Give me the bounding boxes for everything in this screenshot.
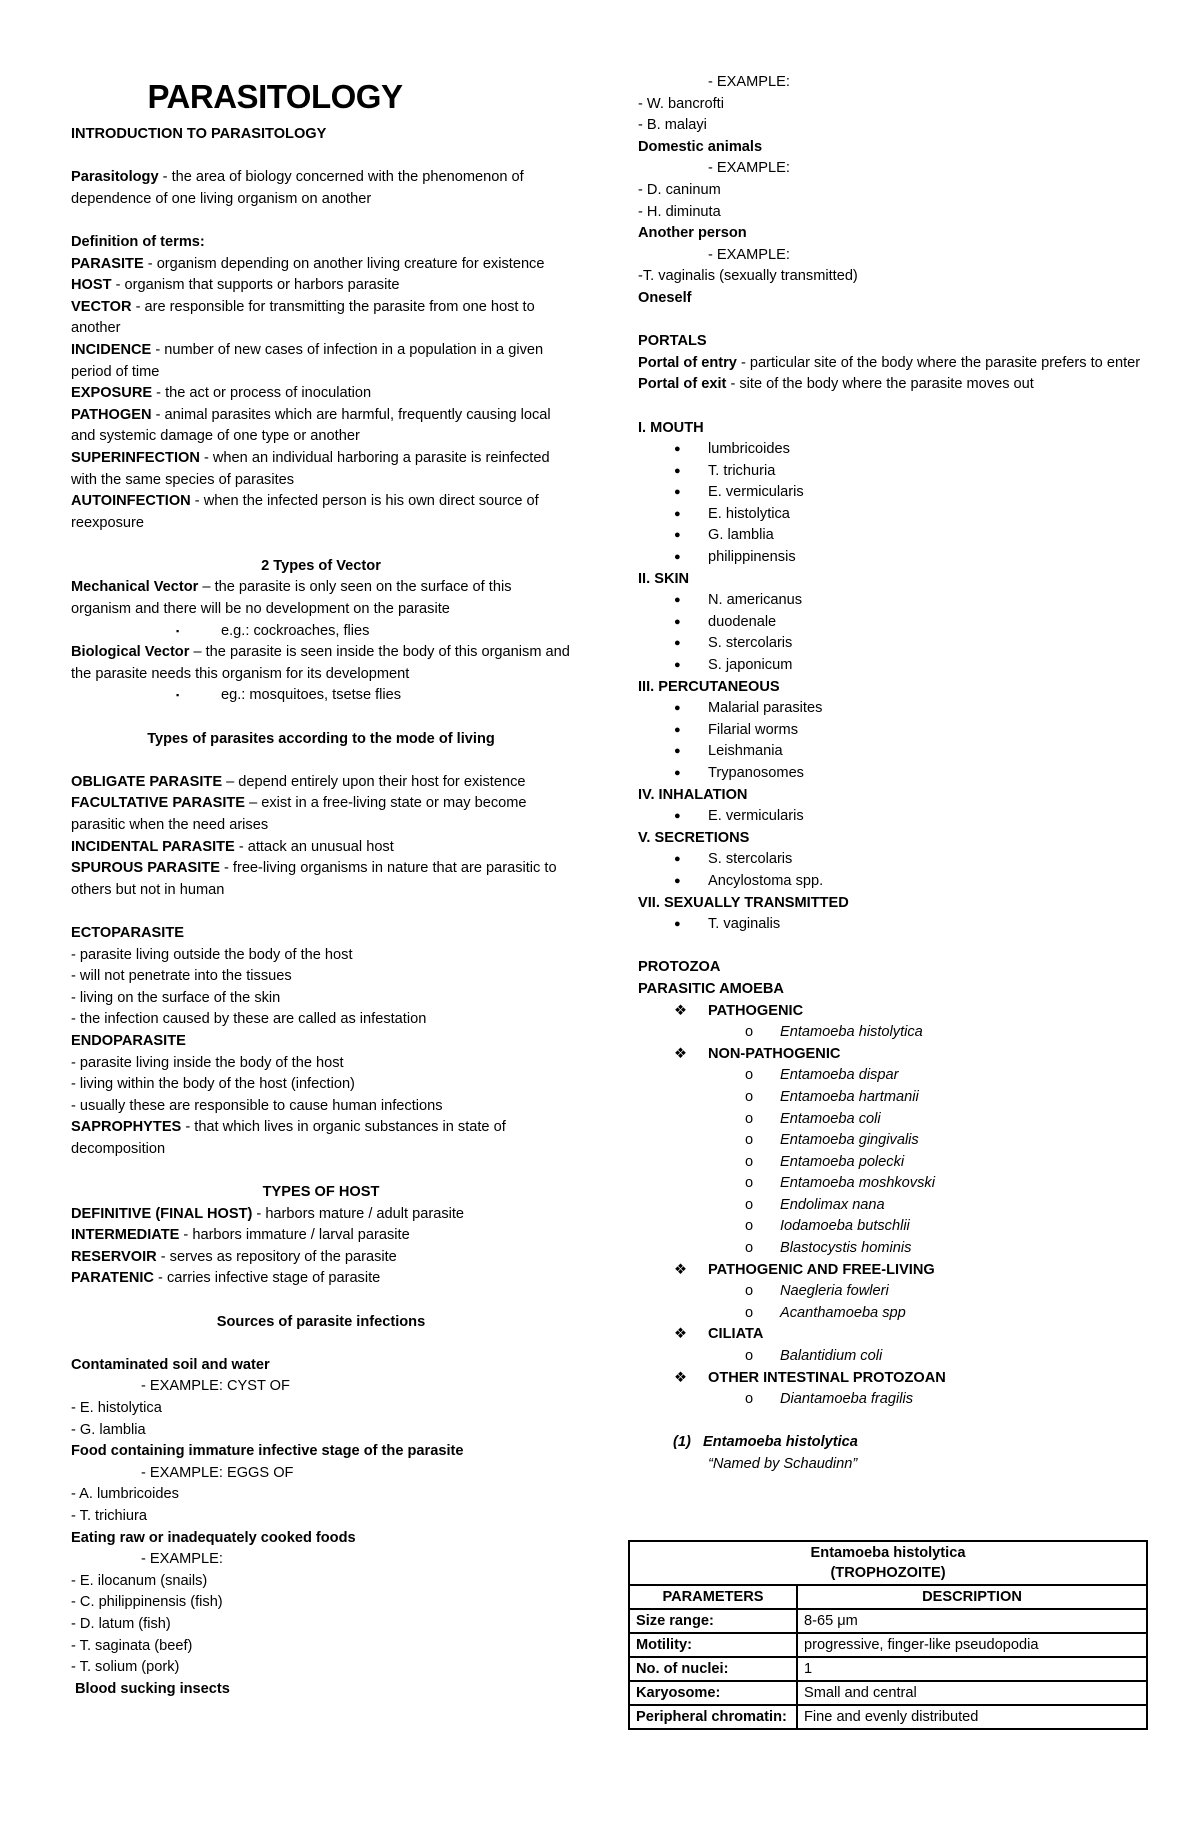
portal-item [638, 633, 1158, 655]
food-list [71, 1484, 571, 1527]
diamond-icon: ❖ [674, 1002, 688, 1019]
table-param: Karyosome: [629, 1681, 797, 1705]
term-definition [71, 383, 571, 405]
term-definition [71, 837, 571, 859]
bullet-icon: ● [674, 637, 681, 650]
ecto-heading: ECTOPARASITE [71, 924, 184, 941]
portal-item-text: T. vaginalis [708, 916, 781, 933]
mechanical-vector: Mechanical Vector – the parasite is only seen on the surface of this organism and there will be no development on the parasite [71, 579, 512, 618]
portal-item [638, 720, 1158, 742]
blood-list [638, 94, 1158, 137]
list-item: - D. latum (fish) [71, 1615, 171, 1632]
protozoa-heading: PROTOZOA [638, 959, 721, 976]
term-text: - serves as repository of the parasite [156, 1248, 397, 1265]
list-item: - usually these are responsible to cause human infections [71, 1097, 443, 1114]
domestic-heading: Domestic animals [638, 138, 763, 155]
term-definition [71, 340, 571, 383]
table-header-parameters: PARAMETERS [629, 1585, 797, 1609]
domestic-example: - EXAMPLE: [708, 160, 790, 177]
portal-item [638, 612, 1158, 634]
circle-icon: o [745, 1348, 754, 1365]
portal-group-heading: II. SKIN [638, 570, 690, 587]
trophozoite-table [628, 1540, 1148, 1730]
amoeba-item [638, 1281, 1158, 1303]
bullet-icon: ● [674, 443, 681, 456]
amoeba-group-heading [638, 1324, 1158, 1346]
bullet-icon: ● [674, 529, 681, 542]
amoeba-item-text: Naegleria fowleri [780, 1283, 889, 1300]
portal-item [638, 763, 1158, 785]
bullet-icon: ● [674, 594, 681, 607]
circle-icon: o [745, 1067, 754, 1084]
bullet-icon: ● [674, 745, 681, 758]
term-text: - harbors immature / larval parasite [179, 1227, 410, 1244]
term-text: - number of new cases of infection in a population in a given period of time [71, 341, 544, 380]
term-label: VECTOR [71, 298, 132, 315]
bullet-icon: ● [674, 918, 681, 931]
numbered-subtitle: “Named by Schaudinn” [708, 1456, 858, 1472]
bullet-icon: ● [674, 767, 681, 779]
portal-group-heading: III. PERCUTANEOUS [638, 678, 780, 695]
list-item: - C. philippinensis (fish) [71, 1594, 223, 1611]
ecto-list [71, 945, 571, 1031]
blood-example: - EXAMPLE: [708, 74, 790, 90]
portal-item-text: N. americanus [708, 592, 803, 609]
table-param: Motility: [629, 1633, 797, 1657]
portal-item-text: T. trichuria [708, 462, 776, 479]
term-definition [71, 448, 571, 491]
parasitology-definition: Parasitology - the area of biology concerned with the phenomenon of dependence of one living organism on another [71, 169, 524, 207]
term-label: DEFINITIVE (FINAL HOST) [71, 1205, 253, 1222]
amoeba-item-text: Diantamoeba fragilis [780, 1391, 914, 1408]
bullet-icon: ● [674, 486, 681, 499]
term-label: HOST [71, 277, 112, 294]
types-heading: Types of parasites according to the mode of living [147, 730, 495, 747]
term-text: - when the infected person is his own direct source of reexposure [71, 493, 539, 531]
portal-item-text: Filarial worms [708, 721, 798, 738]
definitions-heading: Definition of terms: [71, 233, 205, 250]
table-desc: Fine and evenly distributed [797, 1705, 1147, 1729]
term-label: EXPOSURE [71, 385, 153, 402]
circle-icon: o [745, 1153, 754, 1170]
term-definition [71, 858, 571, 901]
portal-item [638, 547, 1158, 569]
portal-item [638, 871, 1158, 893]
portal-item [638, 461, 1158, 483]
portal-item-text: E. histolytica [708, 505, 790, 522]
circle-icon: o [745, 1196, 754, 1213]
term-text: - organism that supports or harbors parasite [111, 277, 400, 294]
amoeba-item [638, 1389, 1158, 1411]
portal-item-text: Leishmania [708, 743, 783, 760]
term-definition [71, 793, 571, 836]
diamond-icon: ❖ [674, 1045, 688, 1062]
table-title: Entamoeba histolytica (TROPHOZOITE) [629, 1541, 1147, 1585]
portal-group-heading: V. SECRETIONS [638, 829, 750, 846]
hosts-list [71, 1204, 571, 1290]
table-param: Size range: [629, 1609, 797, 1633]
list-item: - T. solium (pork) [71, 1659, 180, 1676]
term-label: PATHOGEN [71, 406, 152, 423]
portal-item-text: Trypanosomes [708, 765, 804, 781]
bullet-icon: ● [674, 464, 681, 477]
food-example: - EXAMPLE: EGGS OF [141, 1464, 294, 1481]
portal-item-text: S. stercolaris [708, 635, 793, 652]
amoeba-heading: PARASITIC AMOEBA [638, 980, 784, 997]
term-text: - carries infective stage of parasite [153, 1270, 381, 1287]
term-text: – depend entirely upon their host for existence [222, 773, 526, 790]
list-item: - the infection caused by these are called as infestation [71, 1011, 427, 1028]
amoeba-item-text: Balantidium coli [780, 1348, 883, 1365]
portal-item-text: S. stercolaris [708, 851, 793, 868]
amoeba-group-label: PATHOGENIC [708, 1002, 804, 1019]
portal-item [638, 439, 1158, 461]
intro-heading: INTRODUCTION TO PARASITOLOGY [71, 126, 327, 142]
circle-icon: o [745, 1110, 754, 1127]
portal-item-text: S. japonicum [708, 657, 793, 674]
portals-heading: PORTALS [638, 333, 707, 350]
amoeba-group-label: NON-PATHOGENIC [708, 1045, 841, 1062]
amoeba-groups [638, 1001, 1158, 1411]
amoeba-item-text: Blastocystis hominis [780, 1240, 912, 1257]
bullet-icon: ● [674, 551, 681, 564]
vector-heading: 2 Types of Vector [261, 557, 381, 574]
circle-icon: o [745, 1218, 754, 1235]
soil-example: - EXAMPLE: CYST OF [141, 1378, 290, 1395]
amoeba-item-text: Entamoeba dispar [780, 1067, 899, 1084]
table-param: Peripheral chromatin: [629, 1705, 797, 1729]
term-definition [71, 405, 571, 448]
person-example: - EXAMPLE: [708, 246, 790, 263]
portal-group-heading: VII. SEXUALLY TRANSMITTED [638, 894, 849, 911]
amoeba-item [638, 1130, 1158, 1152]
bullet-icon: ● [674, 723, 681, 736]
portal-item [638, 741, 1158, 763]
saprophytes: SAPROPHYTES - that which lives in organic substances in state of decomposition [71, 1119, 506, 1157]
amoeba-item-text: Entamoeba hartmanii [780, 1088, 919, 1105]
circle-icon: o [745, 1391, 754, 1408]
numbered-heading: (1) Entamoeba histolytica [673, 1434, 858, 1451]
endo-heading: ENDOPARASITE [71, 1032, 186, 1049]
portal-groups [638, 418, 1158, 936]
list-item: - will not penetrate into the tissues [71, 968, 292, 985]
amoeba-item [638, 1195, 1158, 1217]
bullet-icon: ● [674, 874, 681, 887]
term-label: AUTOINFECTION [71, 493, 191, 510]
table-desc: Small and central [797, 1681, 1147, 1705]
portal-item [638, 482, 1158, 504]
list-item: - T. trichiura [71, 1508, 147, 1524]
bullet-icon: ● [674, 615, 681, 628]
amoeba-group-heading [638, 1044, 1158, 1066]
bullet-icon: ● [674, 810, 681, 823]
list-item: - A. lumbricoides [71, 1486, 179, 1503]
portal-item-text: Malarial parasites [708, 700, 823, 717]
term-definition [71, 1268, 571, 1290]
right-column [638, 72, 1158, 1476]
blood-heading: Blood sucking insects [75, 1680, 230, 1697]
amoeba-group-label: CILIATA [708, 1326, 764, 1343]
mechanical-example: ▪ e.g.: cockroaches, flies [176, 622, 370, 639]
list-item: - G. lamblia [71, 1421, 146, 1438]
table-row [629, 1633, 1147, 1657]
portal-item [638, 914, 1158, 936]
list-item: - living within the body of the host (infection) [71, 1076, 355, 1093]
list-item: - E. ilocanum (snails) [71, 1572, 208, 1589]
portal-item-text: philippinensis [708, 549, 796, 566]
term-text: - harbors mature / adult parasite [252, 1205, 465, 1222]
portal-group-heading: I. MOUTH [638, 419, 704, 436]
list-item: - parasite living outside the body of the host [71, 946, 353, 963]
table-row [629, 1705, 1147, 1729]
amoeba-item [638, 1173, 1158, 1195]
amoeba-group-label: OTHER INTESTINAL PROTOZOAN [708, 1369, 946, 1386]
circle-icon: o [745, 1175, 754, 1192]
portal-exit: Portal of exit - site of the body where the parasite moves out [638, 376, 1034, 393]
term-definition [71, 275, 571, 297]
term-text: - free-living organisms in nature that are parasitic to others but not in human [71, 860, 557, 898]
portal-item [638, 504, 1158, 526]
term-definition [71, 1225, 571, 1247]
term-definition [71, 1247, 571, 1269]
table-desc: 1 [797, 1657, 1147, 1681]
term-label: INTERMEDIATE [71, 1227, 180, 1244]
term-text: - the act or process of inoculation [152, 385, 372, 402]
domestic-list [638, 180, 1158, 223]
portal-group-heading: IV. INHALATION [638, 786, 748, 803]
diamond-icon: ❖ [674, 1261, 688, 1278]
table-param: No. of nuclei: [629, 1657, 797, 1681]
amoeba-item [638, 1109, 1158, 1131]
list-item: - living on the surface of the skin [71, 989, 281, 1006]
sources-heading: Sources of parasite infections [216, 1313, 426, 1330]
portal-item [638, 849, 1158, 871]
term-text: – exist in a free-living state or may become parasitic when the need arises [71, 795, 527, 833]
term-text: - animal parasites which are harmful, frequently causing local and systemic damage of one type or another [71, 406, 551, 445]
list-item: - W. bancrofti [638, 95, 724, 112]
portal-item-text: duodenale [708, 613, 777, 630]
page-title: PARASITOLOGY [147, 78, 403, 115]
list-item: - D. caninum [638, 181, 721, 198]
diamond-icon: ❖ [674, 1326, 688, 1343]
term-label: PARASITE [71, 255, 144, 272]
term-label: RESERVOIR [71, 1248, 157, 1265]
term-label: PARATENIC [71, 1270, 154, 1287]
term-text: - are responsible for transmitting the parasite from one host to another [71, 298, 535, 337]
portal-item-text: lumbricoides [708, 441, 790, 458]
raw-list [71, 1571, 571, 1679]
portal-item-text: E. vermicularis [708, 808, 804, 825]
amoeba-item [638, 1087, 1158, 1109]
term-text: - attack an unusual host [234, 838, 394, 855]
list-item: - B. malayi [638, 117, 707, 134]
amoeba-item-text: Entamoeba gingivalis [780, 1132, 919, 1149]
amoeba-group-heading [638, 1001, 1158, 1023]
amoeba-item-text: Acanthamoeba spp [780, 1304, 906, 1321]
list-item: -T. vaginalis (sexually transmitted) [638, 268, 858, 285]
portal-item [638, 806, 1158, 828]
amoeba-item [638, 1238, 1158, 1260]
bullet-icon: ● [674, 853, 681, 866]
diamond-icon: ❖ [674, 1369, 688, 1386]
amoeba-item [638, 1303, 1158, 1325]
amoeba-group-heading [638, 1260, 1158, 1282]
table-header-description: DESCRIPTION [797, 1585, 1147, 1609]
soil-list [71, 1398, 571, 1441]
amoeba-item-text: Endolimax nana [780, 1196, 885, 1213]
table-row [629, 1609, 1147, 1633]
amoeba-item-text: Entamoeba moshkovski [780, 1175, 935, 1192]
term-label: OBLIGATE PARASITE [71, 773, 223, 790]
circle-icon: o [745, 1132, 754, 1149]
amoeba-item-text: Iodamoeba butschlii [780, 1218, 910, 1235]
amoeba-item-text: Entamoeba histolytica [780, 1024, 923, 1041]
raw-example: - EXAMPLE: [141, 1551, 223, 1568]
term-label: SUPERINFECTION [71, 449, 200, 466]
term-label: INCIDENTAL PARASITE [71, 838, 235, 855]
biological-example: ▪ eg.: mosquitoes, tsetse flies [176, 687, 402, 704]
term-text: - organism depending on another living creature for existence [143, 255, 545, 272]
table-row [629, 1657, 1147, 1681]
portal-item [638, 525, 1158, 547]
portal-item-text: E. vermicularis [708, 484, 804, 501]
portal-item-text: G. lamblia [708, 527, 774, 544]
amoeba-item [638, 1065, 1158, 1087]
table-desc: 8-65 μm [797, 1609, 1147, 1633]
raw-heading: Eating raw or inadequately cooked foods [71, 1529, 356, 1546]
term-label: FACULTATIVE PARASITE [71, 795, 246, 812]
amoeba-item [638, 1022, 1158, 1044]
circle-icon: o [745, 1240, 754, 1257]
term-label: SPUROUS PARASITE [71, 860, 220, 877]
term-definition [71, 297, 571, 340]
host-heading: TYPES OF HOST [262, 1184, 380, 1201]
circle-icon: o [745, 1283, 754, 1300]
list-item: - E. histolytica [71, 1400, 162, 1417]
left-column [71, 74, 571, 1700]
definitions-list [71, 254, 571, 535]
portal-item [638, 655, 1158, 677]
biological-vector: Biological Vector – the parasite is seen inside the body of this organism and the parasite needs this organism for its development [71, 644, 570, 682]
circle-icon: o [745, 1304, 754, 1321]
bullet-icon: ● [674, 659, 681, 672]
amoeba-group-label: PATHOGENIC AND FREE-LIVING [708, 1261, 935, 1278]
bullet-icon: ● [674, 507, 681, 520]
term-definition [71, 772, 571, 794]
table-desc: progressive, finger-like pseudopodia [797, 1633, 1147, 1657]
circle-icon: o [745, 1088, 754, 1105]
term-definition [71, 1204, 571, 1226]
amoeba-group-heading [638, 1368, 1158, 1390]
term-label: INCIDENCE [71, 341, 152, 358]
endo-list [71, 1053, 571, 1118]
person-heading: Another person [638, 225, 747, 242]
amoeba-item [638, 1152, 1158, 1174]
portal-item-text: Ancylostoma spp. [708, 872, 824, 889]
term-definition [71, 254, 571, 276]
list-item: - parasite living inside the body of the host [71, 1054, 344, 1071]
portal-entry: Portal of entry - particular site of the body where the parasite prefers to enter [638, 354, 1141, 371]
list-item: - T. saginata (beef) [71, 1637, 193, 1654]
amoeba-item [638, 1346, 1158, 1368]
circle-icon: o [745, 1024, 754, 1041]
soil-heading: Contaminated soil and water [71, 1356, 270, 1373]
amoeba-item-text: Entamoeba coli [780, 1110, 881, 1127]
types-list [71, 772, 571, 902]
person-list [638, 266, 1158, 288]
term-text: - when an individual harboring a parasite is reinfected with the same species of parasites [71, 449, 550, 488]
amoeba-item-text: Entamoeba polecki [780, 1153, 905, 1170]
portal-item [638, 590, 1158, 612]
table-row [629, 1681, 1147, 1705]
bullet-icon: ● [674, 702, 681, 715]
food-heading: Food containing immature infective stage of the parasite [71, 1443, 464, 1460]
amoeba-item [638, 1216, 1158, 1238]
oneself-heading: Oneself [638, 289, 692, 306]
term-definition [71, 491, 571, 534]
list-item: - H. diminuta [638, 203, 721, 220]
portal-item [638, 698, 1158, 720]
